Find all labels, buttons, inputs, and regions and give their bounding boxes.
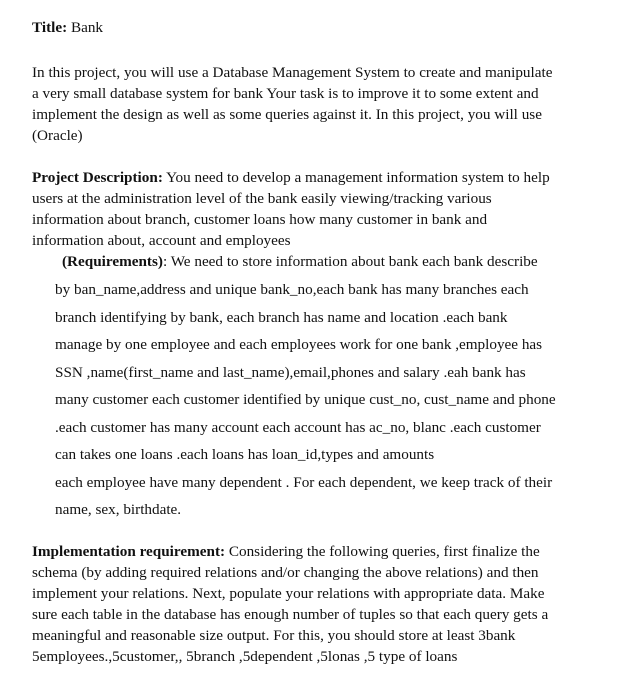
requirements-line: name, sex, birthdate. (55, 501, 182, 518)
title-value: Bank (67, 19, 104, 36)
project-description-first-line (32, 168, 550, 188)
intro-line: a very small database system for bank Your task is to improve it to some extent and (32, 85, 539, 102)
requirements-line: SSN ,name(first_name and last_name),email,phones and salary .eah bank has (55, 364, 526, 381)
implementation-first-line (32, 542, 540, 562)
document-title (32, 18, 103, 38)
requirements-line: by ban_name,address and unique bank_no,each bank has many branches each (55, 281, 529, 298)
implementation-line: sure each table in the database has enough number of tuples so that each query gets a (32, 606, 549, 623)
requirements-line: many customer each customer identified by unique cust_no, cust_name and phone (55, 391, 556, 408)
intro-line: (Oracle) (32, 127, 83, 144)
project-description-line: users at the administration level of the bank easily viewing/tracking various (32, 190, 492, 207)
requirements-line: each employee have many dependent . For each dependent, we keep track of their (55, 474, 553, 491)
title-label: Title: (32, 19, 68, 36)
project-description-line: information about, account and employees (32, 232, 291, 249)
project-description-label: Project Description: (32, 169, 163, 186)
implementation-label: Implementation requirement: (32, 543, 226, 560)
requirements-first-line (62, 252, 538, 272)
requirements-line: branch identifying by bank, each branch has name and location .each bank (55, 309, 508, 326)
implementation-line: schema (by adding required relations and/or changing the above relations) and then (32, 564, 539, 581)
requirements-label: (Requirements) (62, 253, 163, 270)
implementation-line: meaningful and reasonable size output. For this, you should store at least 3bank (32, 627, 516, 644)
requirements-text: : We need to store information about bank each bank describe (162, 253, 538, 270)
requirements-line: can takes one loans .each loans has loan_id,types and amounts (55, 446, 435, 463)
implementation-line: 5employees.,5customer,, 5branch ,5dependent ,5lonas ,5 type of loans (32, 648, 458, 665)
project-description-line: information about branch, customer loans how many customer in bank and (32, 211, 488, 228)
implementation-text: Considering the following queries, first finalize the (225, 543, 540, 560)
intro-line: In this project, you will use a Database Management System to create and manipulate (32, 64, 553, 81)
requirements-line: .each customer has many account each account has ac_no, blanc .each customer (55, 419, 541, 436)
project-description-text: You need to develop a management information system to help (162, 169, 550, 186)
intro-line: implement the design as well as some queries against it. In this project, you will use (32, 106, 542, 123)
requirements-line: manage by one employee and each employees work for one bank ,employee has (55, 336, 543, 353)
implementation-line: implement your relations. Next, populate your relations with appropriate data. Make (32, 585, 545, 602)
